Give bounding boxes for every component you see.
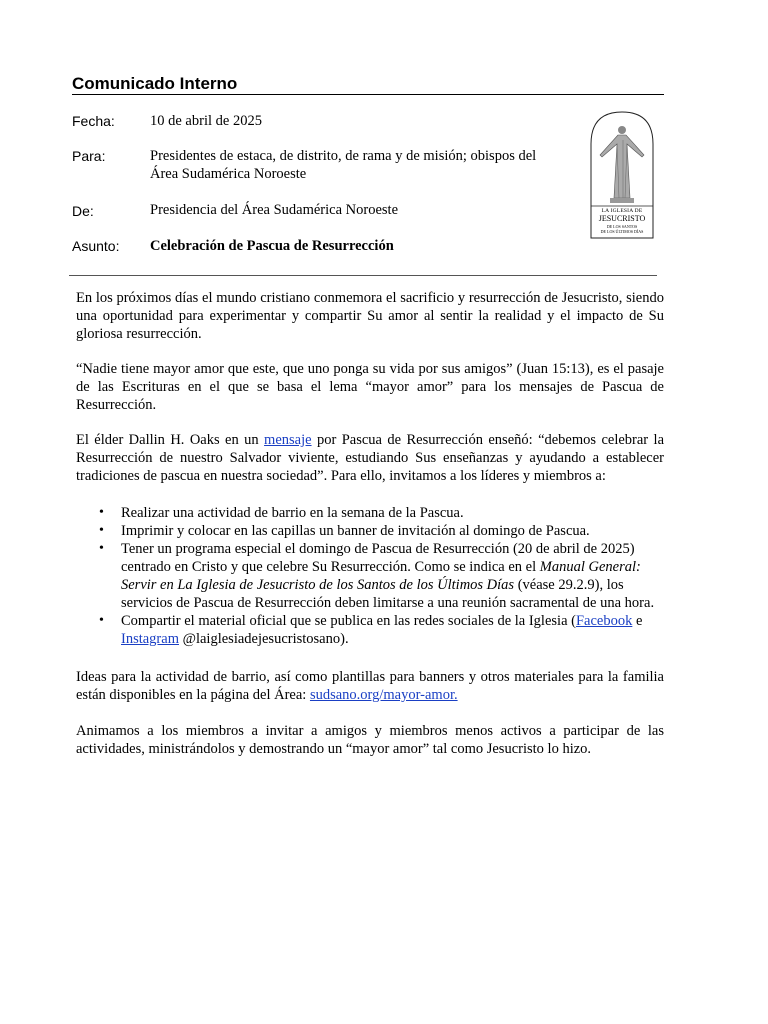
list-item bbox=[76, 612, 664, 648]
list-item-text: @laiglesiadejesucristosano). bbox=[178, 631, 349, 647]
invitation-list bbox=[76, 504, 664, 648]
list-item-text: Realizar una actividad de barrio en la semana de la Pascua. bbox=[121, 505, 464, 521]
logo-line-4: DE LOS ÚLTIMOS DÍAS bbox=[600, 229, 644, 234]
facebook-link[interactable]: Facebook bbox=[575, 613, 633, 629]
paragraph-oaks-text-1: El élder Dallin H. Oaks en un bbox=[76, 432, 265, 448]
paragraph-ideas bbox=[76, 668, 664, 704]
header-divider bbox=[69, 275, 657, 276]
list-item-text: Compartir el material oficial que se publica en las redes sociales de la Iglesia ( bbox=[121, 613, 576, 629]
memo-title: Comunicado Interno bbox=[72, 74, 664, 95]
list-item bbox=[76, 540, 664, 612]
paragraph-ideas-text: Ideas para la actividad de barrio, así como plantillas para banners y otros materiales para la familia están disponibles en la página del Área: bbox=[76, 669, 664, 703]
manual-general-title: Manual General: Servir en La Iglesia de Jesucristo de los Santos de los Últimos Días bbox=[121, 559, 641, 593]
list-item bbox=[76, 522, 664, 540]
logo-line-3: DE LOS SANTOS bbox=[606, 224, 638, 229]
paragraph-intro: En los próximos días el mundo cristiano conmemora el sacrificio y resurrección de Jesucristo, siendo una oportunidad para experimentar y compartir Su amor al sentir la realidad y el impacto de Su gloriosa resurrección. bbox=[76, 290, 664, 342]
bullet-icon: • bbox=[99, 541, 104, 556]
bullet-icon: • bbox=[99, 505, 104, 520]
list-item-text: e bbox=[632, 613, 643, 629]
from-label: De: bbox=[72, 203, 94, 219]
sudsano-link[interactable]: sudsano.org/mayor-amor. bbox=[309, 687, 458, 703]
from-value: Presidencia del Área Sudamérica Noroeste bbox=[150, 202, 399, 218]
list-item-text: (véase 29.2.9), los servicios de Pascua de Resurrección deben limitarse a una reunión sacramental de una hora. bbox=[121, 577, 655, 611]
mensaje-link[interactable]: mensaje bbox=[264, 432, 312, 448]
list-item bbox=[76, 504, 664, 522]
to-value: Presidentes de estaca, de distrito, de rama y de misión; obispos del Área Sudamérica Noroeste bbox=[150, 148, 537, 182]
paragraph-oaks bbox=[76, 431, 664, 485]
paragraph-oaks-text-2: por Pascua de Resurrección enseñó: “debemos celebrar la Resurrección de nuestro Salvador viviente, estudiando Sus enseñanzas y ayudando a establecer tradiciones de pascua en nuestra sociedad”. Para ello, invitamos a los líderes y miembros a: bbox=[76, 432, 664, 484]
subject-label: Asunto: bbox=[72, 238, 120, 254]
logo-line-1: LA IGLESIA DE bbox=[601, 208, 643, 214]
logo-line-2: JESUCRISTO bbox=[598, 214, 646, 223]
paragraph-closing: Animamos a los miembros a invitar a amigos y miembros menos activos a participar de las actividades, ministrándolos y demostrando un “mayor amor” tal como Jesucristo lo hizo. bbox=[76, 723, 664, 757]
church-logo bbox=[588, 110, 656, 240]
to-label: Para: bbox=[72, 148, 106, 164]
instagram-link[interactable]: Instagram bbox=[121, 631, 179, 647]
bullet-icon: • bbox=[99, 613, 104, 628]
bullet-icon: • bbox=[99, 523, 104, 538]
list-item-text: Tener un programa especial el domingo de Pascua de Resurrección (20 de abril de 2025) centrado en Cristo y que celebre Su Resurrección. Como se indica en el bbox=[121, 541, 635, 575]
subject-value: Celebración de Pascua de Resurrección bbox=[150, 238, 394, 254]
date-label: Fecha: bbox=[72, 113, 115, 129]
paragraph-scripture: “Nadie tiene mayor amor que este, que uno ponga su vida por sus amigos” (Juan 15:13), es el pasaje de las Escrituras en el que se basa el lema “mayor amor” para los mensajes de Pascua de Resurrección. bbox=[76, 361, 664, 413]
date-value: 10 de abril de 2025 bbox=[150, 113, 262, 129]
list-item-text: Imprimir y colocar en las capillas un banner de invitación al domingo de Pascua. bbox=[121, 523, 590, 539]
